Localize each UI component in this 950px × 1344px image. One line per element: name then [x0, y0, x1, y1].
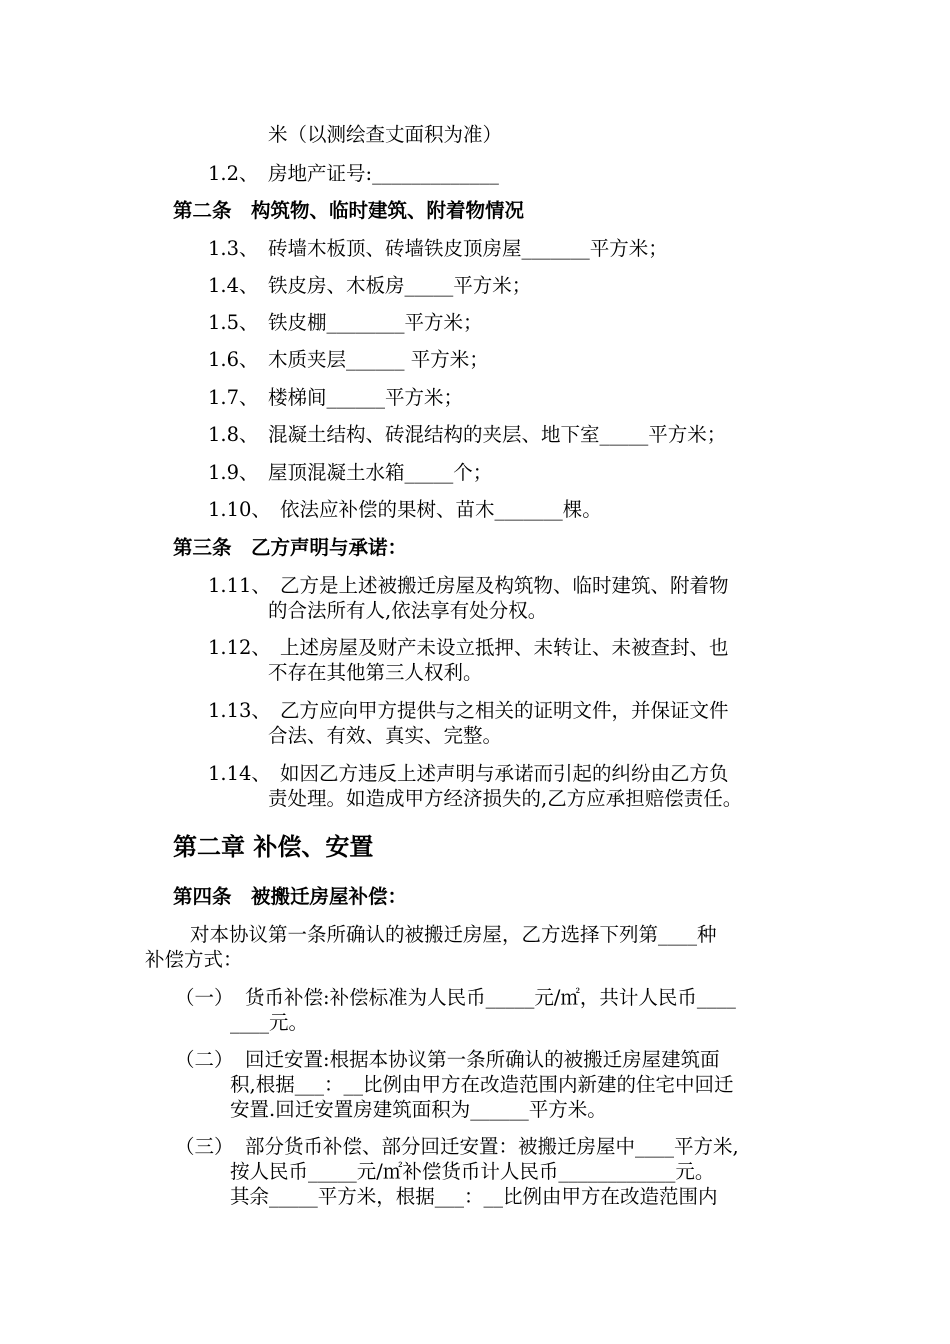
clause-text: 铁皮房、木板房_____平方米； — [268, 274, 532, 297]
clause-text: 木质夹层______ 平方米； — [268, 348, 489, 371]
clause-text: 乙方是上述被搬迁房屋及构筑物、临时建筑、附着物 — [280, 574, 729, 597]
clause-text: 屋顶混凝土水箱_____个； — [268, 461, 493, 484]
option-text-cont: ____元。 — [230, 1011, 309, 1034]
option-text: 部分货币补偿、部分回迁安置：被搬迁房屋中____平方米, — [245, 1135, 739, 1158]
clause-number: 1.9、 — [208, 461, 259, 484]
option-number: （一） — [175, 986, 234, 1009]
clause-text-cont: 责处理。如造成甲方经济损失的,乙方应承担赔偿责任。 — [268, 787, 743, 810]
article-4-heading: 第四条 被搬迁房屋补偿： — [173, 885, 408, 908]
clause-text: 房地产证号:_____________ — [268, 162, 499, 185]
clause-text: 楼梯间______平方米； — [268, 386, 464, 409]
clause-text: 乙方应向甲方提供与之相关的证明文件，并保证文件 — [280, 699, 729, 722]
clause-number: 1.2、 — [208, 162, 259, 185]
option-text-cont: 其余_____平方米，根据___：__比例由甲方在改造范围内 — [230, 1185, 718, 1208]
clause-text: 铁皮棚________平方米； — [268, 311, 483, 334]
clause-number: 1.3、 — [208, 237, 259, 260]
article-3-heading: 第三条 乙方声明与承诺： — [173, 536, 408, 559]
clause-number: 1.13、 — [208, 699, 271, 722]
paragraph: 对本协议第一条所确认的被搬迁房屋，乙方选择下列第____种 — [190, 923, 717, 946]
option-number: （三） — [175, 1135, 234, 1158]
clause-number: 1.11、 — [208, 574, 271, 597]
option-text: 货币补偿:补偿标准为人民币_____元/㎡，共计人民币____ — [245, 986, 736, 1009]
clause-number: 1.14、 — [208, 762, 271, 785]
clause-number: 1.10、 — [208, 498, 271, 521]
clause-text: 上述房屋及财产未设立抵押、未转让、未被查封、也 — [280, 636, 729, 659]
area-note-line: 米（以测绘查丈面积为准） — [268, 123, 503, 146]
option-text-cont: 积,根据___：__比例由甲方在改造范围内新建的住宅中回迁 — [230, 1073, 734, 1096]
clause-text: 如因乙方违反上述声明与承诺而引起的纠纷由乙方负 — [280, 762, 729, 785]
clause-number: 1.12、 — [208, 636, 271, 659]
clause-text: 依法应补偿的果树、苗木_______棵。 — [280, 498, 602, 521]
option-number: （二） — [175, 1048, 234, 1071]
clause-text: 砖墙木板顶、砖墙铁皮顶房屋_______平方米； — [268, 237, 668, 260]
clause-number: 1.4、 — [208, 274, 259, 297]
clause-number: 1.8、 — [208, 423, 259, 446]
clause-text: 混凝土结构、砖混结构的夹层、地下室_____平方米； — [268, 423, 727, 446]
clause-text-cont: 合法、有效、真实、完整。 — [268, 724, 503, 747]
paragraph-cont: 补偿方式： — [145, 948, 243, 971]
clause-number: 1.5、 — [208, 311, 259, 334]
clause-text-cont: 的合法所有人,依法享有处分权。 — [268, 599, 548, 622]
chapter-2-heading: 第二章 补偿、安置 — [173, 832, 374, 861]
clause-number: 1.7、 — [208, 386, 259, 409]
option-text-cont: 按人民币_____元/㎡补偿货币计人民币____________元。 — [230, 1160, 715, 1183]
clause-number: 1.6、 — [208, 348, 259, 371]
clause-text-cont: 不存在其他第三人权利。 — [268, 661, 483, 684]
option-text: 回迁安置:根据本协议第一条所确认的被搬迁房屋建筑面 — [245, 1048, 720, 1071]
article-2-heading: 第二条 构筑物、临时建筑、附着物情况 — [173, 199, 525, 222]
option-text-cont: 安置.回迁安置房建筑面积为______平方米。 — [230, 1098, 607, 1121]
